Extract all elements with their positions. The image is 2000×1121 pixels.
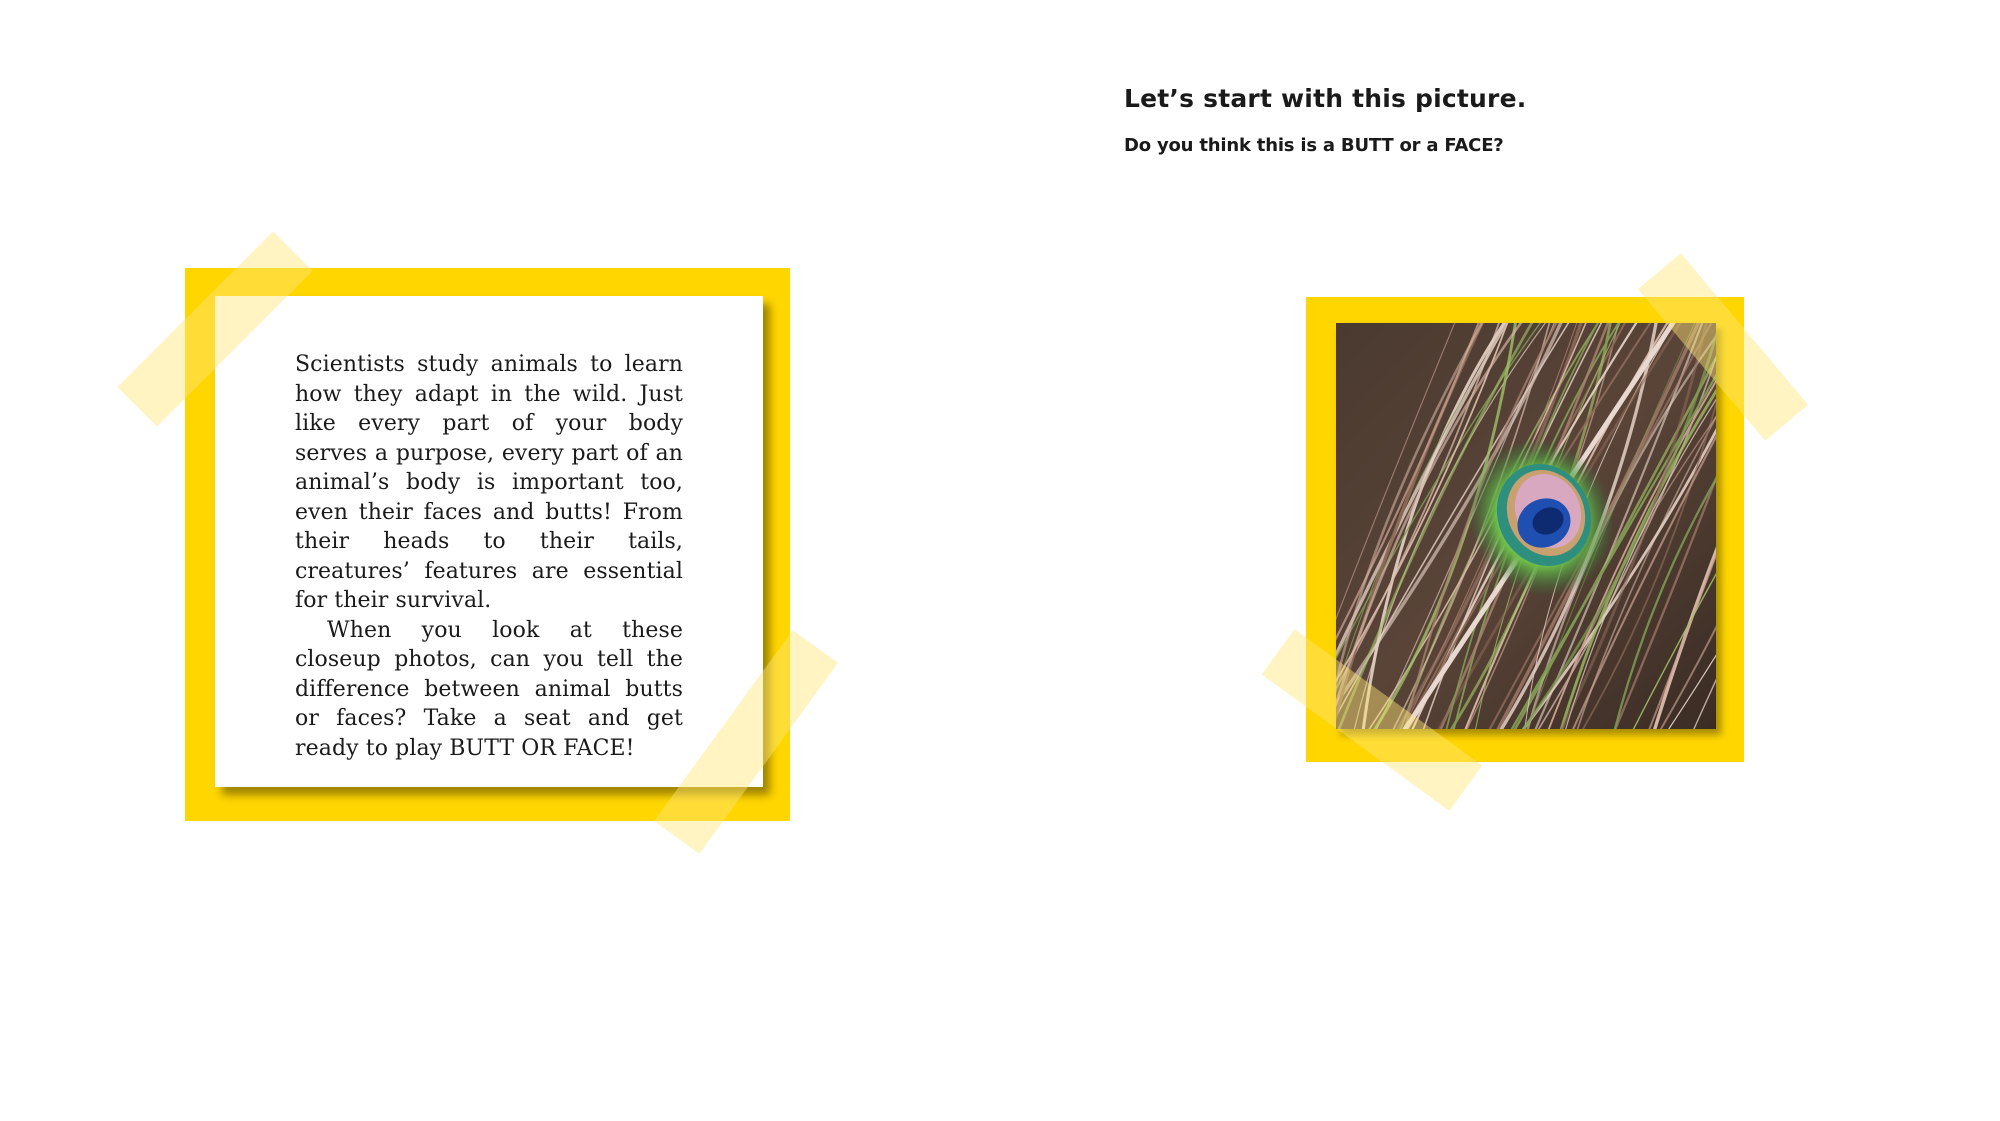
intro-text-card bbox=[215, 296, 763, 787]
intro-text bbox=[295, 350, 683, 763]
peacock-feather-photo bbox=[1336, 323, 1716, 729]
page-heading: Let’s start with this picture. bbox=[1124, 84, 1527, 113]
peacock-feather-image bbox=[1336, 323, 1716, 729]
intro-paragraph-2: When you look at these closeup photos, can you tell the difference between animal butts or faces? Take a seat and get ready to play BUTT OR FACE! bbox=[295, 617, 683, 761]
intro-paragraph-1: Scientists study animals to learn how they adapt in the wild. Just like every part of your body serves a purpose, every part of an animal’s body is important too, even their faces and butts! From their heads to their tails, creatures’ features are essential for their survival. bbox=[295, 352, 683, 613]
page-subheading: Do you think this is a BUTT or a FACE? bbox=[1124, 135, 1504, 156]
